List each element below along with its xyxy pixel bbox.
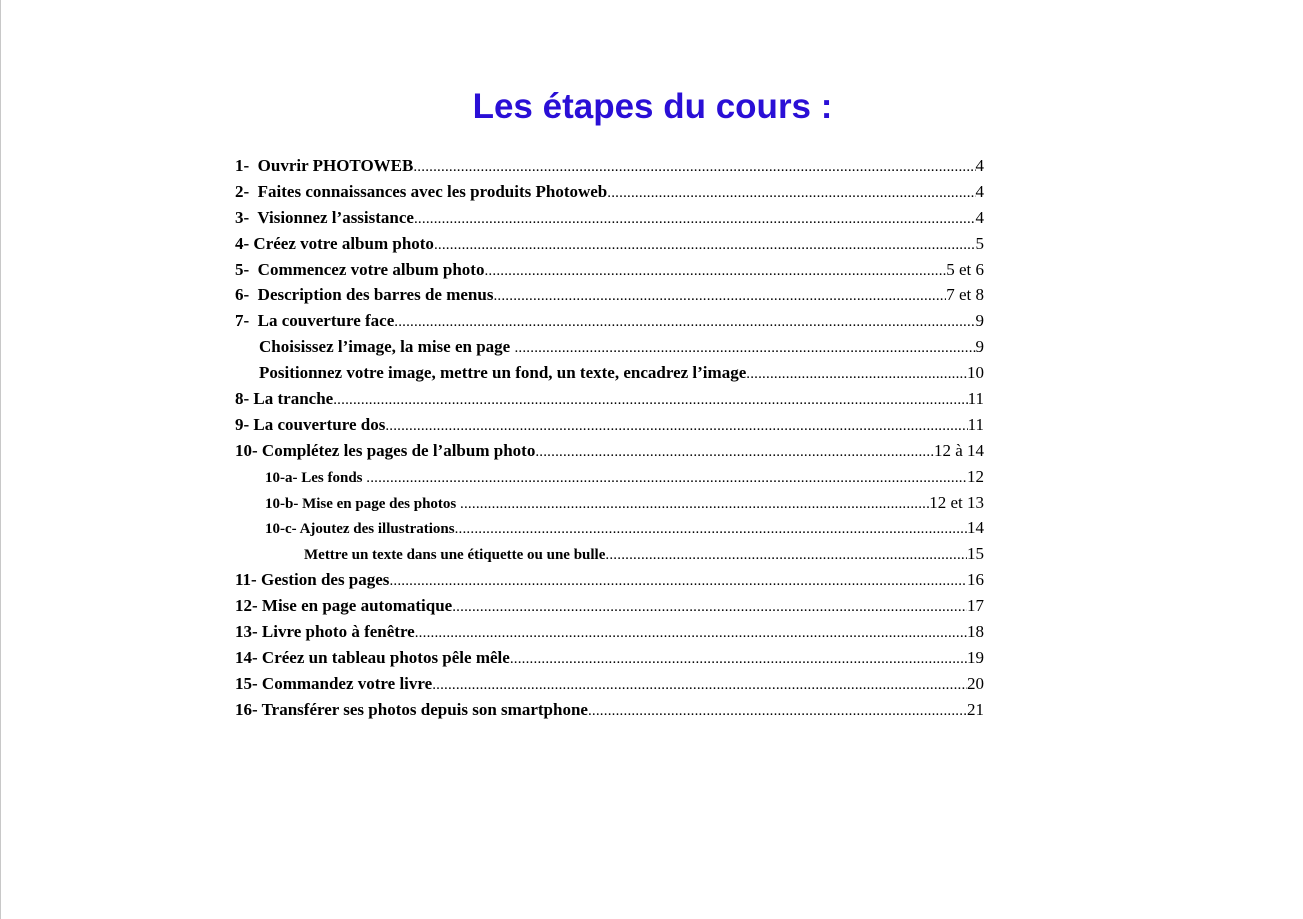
toc-entry: [235, 541, 984, 567]
toc-entry-label: 10-a- Les fonds: [265, 469, 367, 486]
toc-entry-page-number: 12 à 14: [933, 440, 984, 460]
toc-entry-label: 12- Mise en page automatique: [235, 596, 453, 616]
toc-entry-label: 15- Commandez votre livre: [235, 673, 433, 693]
toc-entry-label: 10-c- Ajoutez des illustrations: [265, 521, 455, 538]
toc-entry-label: 9- La couverture dos: [235, 414, 386, 434]
toc-entry-page-number: 14: [967, 518, 984, 538]
toc-dot-leader: [434, 233, 976, 259]
toc-dot-leader: [460, 492, 929, 518]
toc-entry: [235, 593, 984, 619]
toc-entry: [235, 697, 984, 723]
toc-entry: [235, 412, 984, 438]
toc-entry: [235, 671, 984, 697]
toc-entry-page-number: 4: [975, 181, 984, 201]
toc-dot-leader: [385, 414, 967, 440]
toc-entry: [235, 153, 984, 179]
toc-dot-leader: [394, 310, 975, 336]
toc-entry-page-number: 11: [967, 414, 984, 434]
toc-entry-page-number: 16: [967, 570, 984, 590]
toc-entry-label: 16- Transférer ses photos depuis son smartphone: [235, 699, 588, 719]
toc-entry-page-number: 9: [975, 311, 984, 331]
toc-entry-page-number: 21: [967, 699, 984, 719]
toc-entry-page-number: 12 et 13: [929, 492, 984, 512]
toc-dot-leader: [389, 569, 967, 595]
toc-entry-label: 10-b- Mise en page des photos: [265, 495, 461, 512]
toc-entry-label: 13- Livre photo à fenêtre: [235, 622, 415, 642]
toc-dot-leader: [415, 621, 967, 647]
toc-entry-page-number: 17: [967, 596, 984, 616]
toc-entry: [235, 490, 984, 516]
toc-entry-label: 7- La couverture face: [235, 311, 395, 331]
toc-entry: [235, 515, 984, 541]
toc-entry-page-number: 19: [967, 647, 984, 667]
toc-entry: [235, 308, 984, 334]
toc-entry: [235, 205, 984, 231]
toc-entry-label: 8- La tranche: [235, 389, 334, 409]
toc-dot-leader: [432, 673, 967, 699]
toc-entry-label: 3- Visionnez l’assistance: [235, 207, 414, 227]
toc-entry-page-number: 12: [967, 466, 984, 486]
toc-entry: [235, 386, 984, 412]
table-of-contents: [235, 153, 984, 723]
toc-dot-leader: [366, 466, 967, 492]
toc-dot-leader: [414, 207, 976, 233]
toc-entry-label: 14- Créez un tableau photos pêle mêle: [235, 647, 510, 667]
toc-entry-label: Mettre un texte dans une étiquette ou une bulle: [304, 547, 606, 564]
toc-entry-page-number: 4: [975, 156, 984, 175]
toc-dot-leader: [484, 259, 946, 285]
toc-entry-label: 10- Complétez les pages de l’album photo: [235, 440, 536, 460]
toc-dot-leader: [607, 181, 975, 207]
toc-dot-leader: [493, 284, 946, 310]
toc-entry-page-number: 9: [975, 337, 984, 357]
toc-entry-page-number: 15: [967, 544, 984, 564]
toc-entry: [235, 619, 984, 645]
toc-dot-leader: [535, 440, 934, 466]
toc-entry-label: 2- Faites connaissances avec les produits Photoweb: [235, 181, 608, 201]
toc-dot-leader: [510, 647, 967, 673]
toc-entry-page-number: 4: [975, 207, 984, 227]
page-title: Les étapes du cours :: [472, 87, 833, 126]
toc-entry-page-number: 5: [975, 233, 984, 253]
toc-dot-leader: [746, 362, 967, 388]
toc-entry-label: 5- Commencez votre album photo: [235, 259, 485, 279]
toc-entry-label: 6- Description des barres de menus: [235, 285, 494, 305]
toc-dot-leader: [452, 595, 967, 621]
toc-entry-page-number: 18: [967, 622, 984, 642]
toc-entry: [235, 257, 984, 283]
toc-entry-page-number: 20: [967, 673, 984, 693]
toc-dot-leader: [413, 155, 975, 181]
toc-entry: [235, 282, 984, 308]
toc-dot-leader: [514, 336, 975, 362]
toc-entry: [235, 645, 984, 671]
toc-dot-leader: [605, 543, 967, 569]
toc-entry-label: Positionnez votre image, mettre un fond, un texte, encadrez l’image: [259, 363, 747, 383]
toc-dot-leader: [588, 699, 967, 725]
toc-entry: [235, 567, 984, 593]
toc-entry: [235, 360, 984, 386]
toc-entry-label: 11- Gestion des pages: [235, 570, 390, 590]
toc-entry-page-number: 10: [967, 363, 984, 383]
toc-entry-label: Choisissez l’image, la mise en page: [259, 337, 515, 357]
toc-entry: [235, 231, 984, 257]
toc-dot-leader: [333, 388, 967, 414]
toc-dot-leader: [455, 517, 967, 543]
toc-entry-label: 4- Créez votre album photo: [235, 233, 434, 253]
toc-entry-page-number: 5 et 6: [946, 259, 984, 279]
toc-entry: [235, 334, 984, 360]
toc-entry: [235, 179, 984, 205]
toc-entry: [235, 464, 984, 490]
toc-entry: [235, 438, 984, 464]
toc-entry-page-number: 11: [967, 389, 984, 409]
toc-entry-label: 1- Ouvrir PHOTOWEB: [235, 156, 414, 175]
toc-entry-page-number: 7 et 8: [946, 285, 984, 305]
